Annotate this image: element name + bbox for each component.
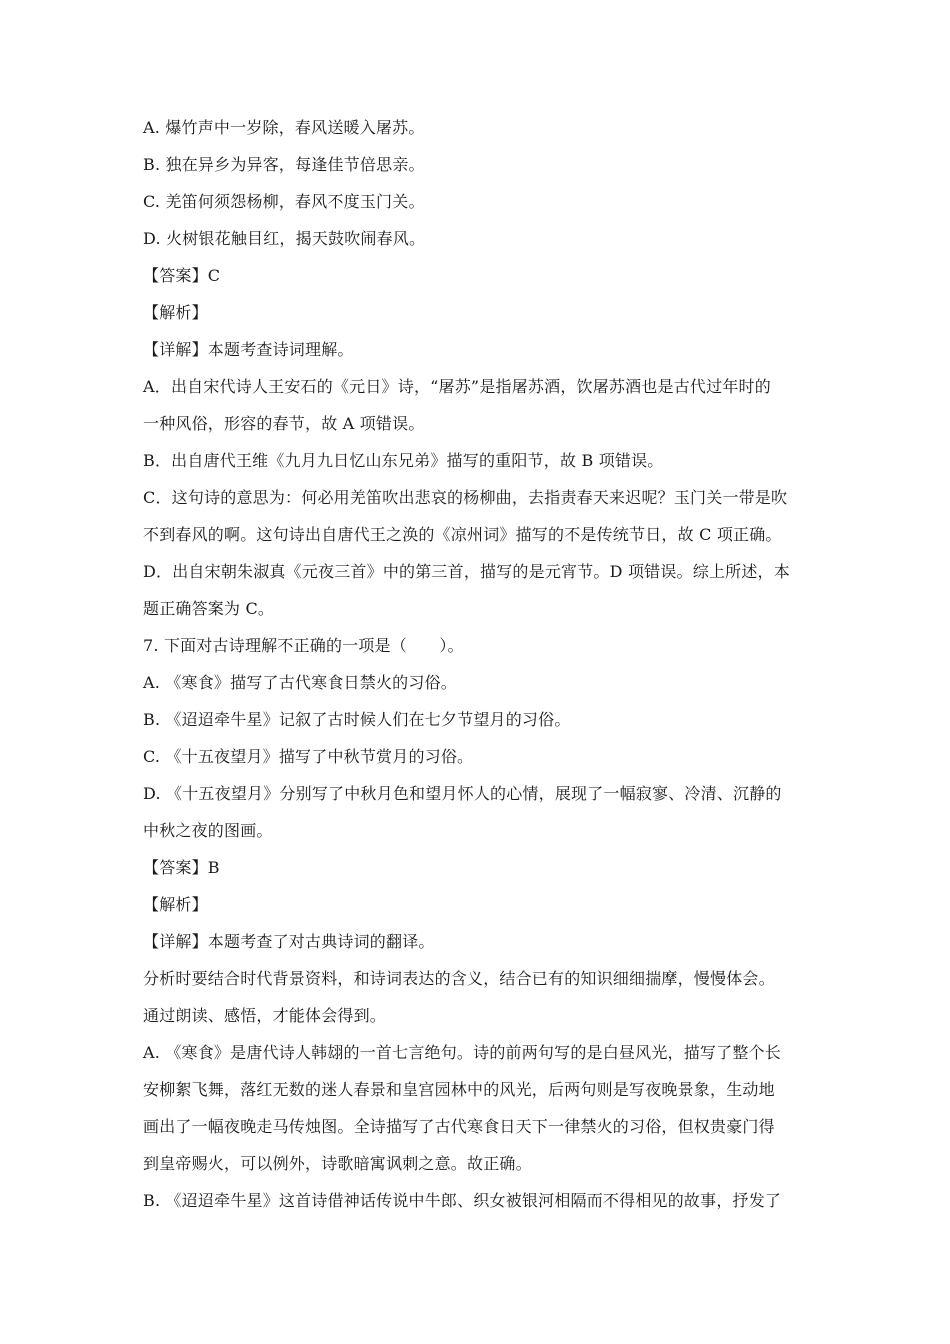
explanation-line: 题正确答案为 C。 — [143, 599, 275, 618]
option-b-line: B. 独在异乡为异客，每逢佳节倍思亲。 — [143, 155, 425, 174]
analysis-heading: 【解析】 — [143, 303, 208, 322]
explanation-line: 通过朗读、感悟，才能体会得到。 — [143, 1006, 387, 1025]
answer-line: 【答案】B — [143, 858, 220, 877]
explanation-line: A. 《寒食》是唐代诗人韩翃的一首七言绝句。诗的前两句写的是白昼风光，描写了整个长 — [143, 1043, 781, 1062]
explanation-line: 画出了一幅夜晚走马传烛图。全诗描写了古代寒食日天下一律禁火的习俗，但权贵豪门得 — [143, 1117, 775, 1136]
option-d-line: D. 《十五夜望月》分别写了中秋月色和望月怀人的心情，展现了一幅寂寥、冷清、沉静的 — [143, 784, 782, 803]
detail-line: 【详解】本题考查诗词理解。 — [143, 340, 354, 359]
detail-line: 【详解】本题考查了对古典诗词的翻译。 — [143, 932, 435, 951]
question-7-stem: 7. 下面对古诗理解不正确的一项是（ ）。 — [143, 636, 464, 655]
document-page — [143, 118, 813, 1228]
explanation-line: A．出自宋代诗人王安石的《元日》诗，“屠苏”是指屠苏酒，饮屠苏酒也是古代过年时的 — [143, 377, 771, 396]
explanation-line: 不到春风的啊。这句诗出自唐代王之涣的《凉州词》描写的不是传统节日，故 C 项正确。 — [143, 525, 782, 544]
explanation-line: D．出自宋朝朱淑真《元夜三首》中的第三首，描写的是元宵节。D 项错误。综上所述，本 — [143, 562, 790, 581]
explanation-line: B．出自唐代王维《九月九日忆山东兄弟》描写的重阳节，故 B 项错误。 — [143, 451, 664, 470]
option-d-line: 中秋之夜的图画。 — [143, 821, 273, 840]
option-d-line: D. 火树银花触目红，揭天鼓吹闹春风。 — [143, 229, 426, 248]
analysis-heading: 【解析】 — [143, 895, 208, 914]
explanation-line: B. 《迢迢牵牛星》这首诗借神话传说中牛郎、织女被银河相隔而不得相见的故事，抒发了 — [143, 1191, 782, 1210]
explanation-line: 分析时要结合时代背景资料，和诗词表达的含义，结合已有的知识细细揣摩，慢慢体会。 — [143, 969, 775, 988]
option-c-line: C. 羌笛何须怨杨柳，春风不度玉门关。 — [143, 192, 425, 211]
explanation-line: 到皇帝赐火，可以例外，诗歌暗寓讽刺之意。故正确。 — [143, 1154, 532, 1173]
option-b-line: B. 《迢迢牵牛星》记叙了古时候人们在七夕节望月的习俗。 — [143, 710, 571, 729]
option-c-line: C. 《十五夜望月》描写了中秋节赏月的习俗。 — [143, 747, 474, 766]
answer-line: 【答案】C — [143, 266, 221, 285]
explanation-line: C．这句诗的意思为：何必用羌笛吹出悲哀的杨柳曲，去指责春天来迟呢？玉门关一带是吹 — [143, 488, 788, 507]
option-a-line: A. 爆竹声中一岁除，春风送暖入屠苏。 — [143, 118, 425, 137]
option-a-line: A. 《寒食》描写了古代寒食日禁火的习俗。 — [143, 673, 457, 692]
explanation-line: 一种风俗，形容的春节，故 A 项错误。 — [143, 414, 425, 433]
explanation-line: 安柳絮飞舞，落红无数的迷人春景和皇宫园林中的风光，后两句则是写夜晚景象，生动地 — [143, 1080, 775, 1099]
